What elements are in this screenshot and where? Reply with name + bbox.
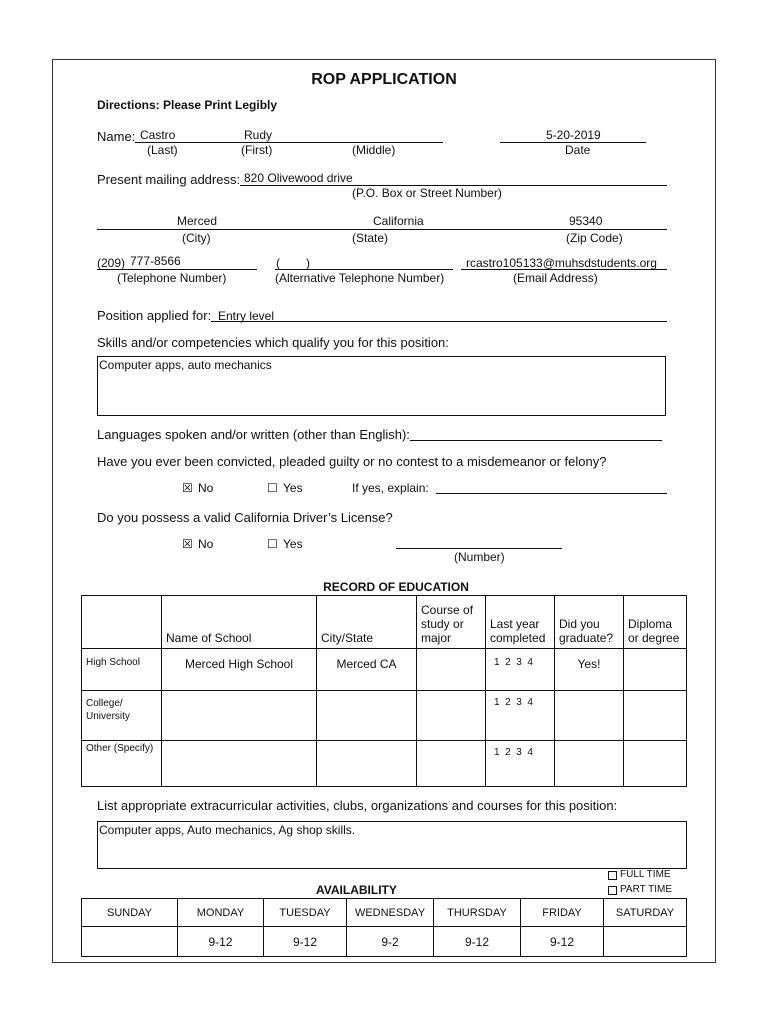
row-diploma[interactable] <box>624 649 687 691</box>
hours-wednesday[interactable]: 9-2 <box>347 927 434 957</box>
table-row <box>82 691 687 741</box>
day-saturday: SATURDAY <box>604 899 687 927</box>
availability-table <box>81 898 687 957</box>
row-type: Other (Specify) <box>82 741 162 787</box>
row-years[interactable]: 1 2 3 4 <box>486 741 555 787</box>
row-city[interactable] <box>317 741 417 787</box>
zip-caption: (Zip Code) <box>566 231 623 245</box>
explain-label: If yes, explain: <box>352 481 429 495</box>
license-number-line[interactable] <box>396 548 562 549</box>
license-number-caption: (Number) <box>454 550 505 564</box>
row-type: High School <box>82 649 162 691</box>
row-course[interactable] <box>417 649 486 691</box>
availability-hours-row <box>82 927 687 957</box>
row-course[interactable] <box>417 741 486 787</box>
alt-phone-caption: (Alternative Telephone Number) <box>275 271 445 285</box>
education-table <box>81 595 687 787</box>
position-line <box>211 321 667 322</box>
header-graduate: Did you graduate? <box>555 596 624 649</box>
education-heading: RECORD OF EDUCATION <box>323 580 469 594</box>
day-tuesday: TUESDAY <box>264 899 347 927</box>
row-graduated[interactable] <box>555 741 624 787</box>
city-value[interactable]: Merced <box>177 214 218 228</box>
license-no-checkbox[interactable]: ☒ <box>182 537 193 551</box>
date-caption: Date <box>565 143 591 157</box>
conviction-no-checkbox[interactable]: ☒ <box>182 481 193 495</box>
table-row <box>82 649 687 691</box>
day-monday: MONDAY <box>178 899 264 927</box>
part-time-label: PART TIME <box>620 884 673 895</box>
directions: Directions: Please Print Legibly <box>97 98 278 112</box>
availability-days-row <box>82 899 687 927</box>
row-school[interactable] <box>162 741 317 787</box>
license-yes-checkbox[interactable]: ☐ <box>267 537 278 551</box>
last-name-value[interactable]: Castro <box>140 128 176 142</box>
name-line <box>135 142 443 143</box>
row-school[interactable] <box>162 691 317 741</box>
day-thursday: THURSDAY <box>434 899 521 927</box>
zip-value[interactable]: 95340 <box>569 214 603 228</box>
phone-caption: (Telephone Number) <box>117 271 227 285</box>
state-value[interactable]: California <box>373 214 424 228</box>
hours-saturday[interactable] <box>604 927 687 957</box>
languages-line[interactable] <box>410 440 662 441</box>
position-label: Position applied for: <box>97 308 212 323</box>
header-course: Course of study or major <box>417 596 486 649</box>
header-last-year: Last year completed <box>486 596 555 649</box>
activities-value: Computer apps, Auto mechanics, Ag shop skills. <box>99 823 356 837</box>
day-sunday: SUNDAY <box>82 899 178 927</box>
activities-label: List appropriate extracurricular activities, clubs, organizations and courses for this position: <box>97 798 618 813</box>
languages-label: Languages spoken and/or written (other than English): <box>97 427 410 442</box>
day-wednesday: WEDNESDAY <box>347 899 434 927</box>
row-diploma[interactable] <box>624 691 687 741</box>
phone-area[interactable]: (209) <box>97 256 126 270</box>
conviction-yes-label: Yes <box>283 481 303 495</box>
row-years[interactable]: 1 2 3 4 <box>486 691 555 741</box>
date-value[interactable]: 5-20-2019 <box>546 128 601 142</box>
part-time-checkbox[interactable] <box>608 886 617 895</box>
education-header-row <box>82 596 687 649</box>
city-state-zip-line <box>97 229 667 230</box>
form-title: ROP APPLICATION <box>311 71 457 88</box>
hours-thursday[interactable]: 9-12 <box>434 927 521 957</box>
skills-label: Skills and/or competencies which qualify you for this position: <box>97 335 449 350</box>
header-diploma: Diploma or degree <box>624 596 687 649</box>
license-no-label: No <box>198 537 214 551</box>
position-value[interactable]: Entry level <box>218 309 275 323</box>
first-caption: (First) <box>241 143 273 157</box>
conviction-no-label: No <box>198 481 214 495</box>
full-time-checkbox[interactable] <box>608 871 617 880</box>
conviction-question: Have you ever been convicted, pleaded guilty or no contest to a misdemeanor or felony? <box>97 454 607 469</box>
row-city[interactable] <box>317 691 417 741</box>
row-school[interactable]: Merced High School <box>162 649 317 691</box>
hours-sunday[interactable] <box>82 927 178 957</box>
skills-value: Computer apps, auto mechanics <box>99 358 272 372</box>
explain-line[interactable] <box>436 493 667 494</box>
street-caption: (P.O. Box or Street Number) <box>352 186 502 200</box>
last-caption: (Last) <box>147 143 178 157</box>
license-yes-label: Yes <box>283 537 303 551</box>
hours-friday[interactable]: 9-12 <box>521 927 604 957</box>
availability-heading: AVAILABILITY <box>316 883 397 897</box>
license-question: Do you possess a valid California Driver’s License? <box>97 510 393 525</box>
alt-phone-close: ) <box>306 256 310 270</box>
education-header-blank <box>82 596 162 649</box>
row-graduated[interactable]: Yes! <box>555 649 624 691</box>
first-name-value[interactable]: Rudy <box>244 128 273 142</box>
email-value[interactable]: rcastro105133@muhsdstudents.org <box>466 256 657 270</box>
row-course[interactable] <box>417 691 486 741</box>
row-graduated[interactable] <box>555 691 624 741</box>
row-years[interactable]: 1 2 3 4 <box>486 649 555 691</box>
street-value[interactable]: 820 Olivewood drive <box>244 171 353 185</box>
name-label: Name: <box>97 129 136 144</box>
header-school: Name of School <box>162 596 317 649</box>
header-city: City/State <box>317 596 417 649</box>
address-label: Present mailing address: <box>97 172 241 187</box>
state-caption: (State) <box>352 231 389 245</box>
hours-monday[interactable]: 9-12 <box>178 927 264 957</box>
table-row <box>82 741 687 787</box>
conviction-yes-checkbox[interactable]: ☐ <box>267 481 278 495</box>
alt-phone-open: ( <box>276 256 280 270</box>
email-caption: (Email Address) <box>513 271 598 285</box>
city-caption: (City) <box>182 231 211 245</box>
alt-phone-line <box>275 269 453 270</box>
row-city[interactable]: Merced CA <box>317 649 417 691</box>
row-diploma[interactable] <box>624 741 687 787</box>
full-time-label: FULL TIME <box>620 869 671 880</box>
hours-tuesday[interactable]: 9-12 <box>264 927 347 957</box>
phone-number[interactable]: 777-8566 <box>130 254 181 268</box>
day-friday: FRIDAY <box>521 899 604 927</box>
row-type: College/ University <box>82 691 162 741</box>
middle-caption: (Middle) <box>352 143 396 157</box>
